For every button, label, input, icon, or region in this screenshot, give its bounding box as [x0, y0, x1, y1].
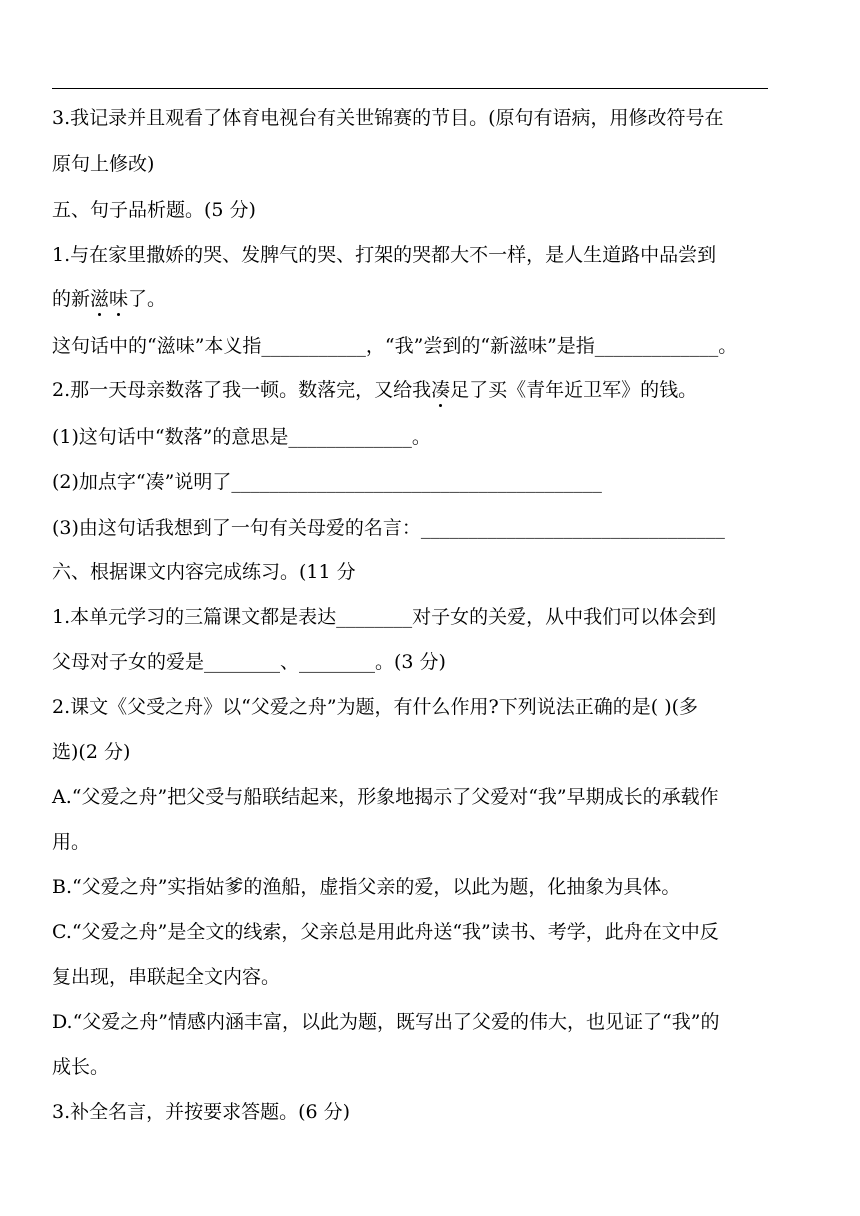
top-rule: [52, 88, 768, 89]
s5-q2-sub1: (1)这句话中“数落”的意思是_____________。: [52, 426, 431, 448]
option-c-line2: 复出现，串联起全文内容。: [52, 966, 281, 988]
s6-q1-line2: 父母对子女的爱是________、________。(3 分): [52, 651, 446, 673]
s5-q2-line: 2.那一天母亲数落了我一顿。数落完，又给我凑足了买《青年近卫军》的钱。: [52, 379, 698, 401]
s5-q2-sub2: (2)加点字“凑”说明了_______________________________________: [52, 471, 602, 493]
dotted-char: 味: [109, 288, 129, 310]
s5-q1-line2: 的新滋味了。: [52, 288, 167, 310]
s6-q1-line1: 1.本单元学习的三篇课文都是表达________对子女的关爱，从中我们可以体会到: [52, 606, 717, 628]
option-a-line2: 用。: [52, 831, 91, 853]
option-d-line1: D.“父爱之舟”情感内涵丰富，以此为题，既写出了父爱的伟大，也见证了“我”的: [52, 1011, 720, 1033]
s5-q1-line1: 1.与在家里撒娇的哭、发脾气的哭、打架的哭都大不一样，是人生道路中品尝到: [52, 244, 717, 266]
s5-q2-sub3: (3)由这句话我想到了一句有关母爱的名言：________________________________: [52, 517, 725, 539]
option-c-line1: C.“父爱之舟”是全文的线索，父亲总是用此舟送“我”读书、考学，此舟在文中反: [52, 921, 719, 943]
dotted-char: 滋: [90, 288, 110, 310]
option-b: B.“父爱之舟”实指姑爹的渔船，虚指父亲的爱，以此为题，化抽象为具体。: [52, 876, 681, 898]
option-d-line2: 成长。: [52, 1056, 110, 1078]
dotted-char: 凑: [431, 379, 451, 401]
section-6-heading: 六、根据课文内容完成练习。(11 分: [52, 561, 356, 583]
question-3-line1: 3.我记录并且观看了体育电视台有关世锦赛的节目。(原句有语病，用修改符号在: [52, 107, 724, 129]
s6-q2-line2: 选)(2 分): [52, 741, 131, 763]
s6-q2-line1: 2.课文《父受之舟》以“父爱之舟”为题，有什么作用?下列说法正确的是( )(多: [52, 696, 699, 718]
question-3-line2: 原句上修改): [52, 153, 155, 175]
s6-q3-line: 3.补全名言，并按要求答题。(6 分): [52, 1101, 351, 1123]
option-a-line1: A.“父爱之舟”把父受与船联结起来，形象地揭示了父爱对“我”早期成长的承载作: [52, 786, 719, 808]
s5-q1-blank-line: 这句话中的“滋味”本义指___________，“我”尝到的“新滋味”是指_____________。: [52, 335, 738, 357]
section-5-heading: 五、句子品析题。(5 分): [52, 199, 256, 221]
